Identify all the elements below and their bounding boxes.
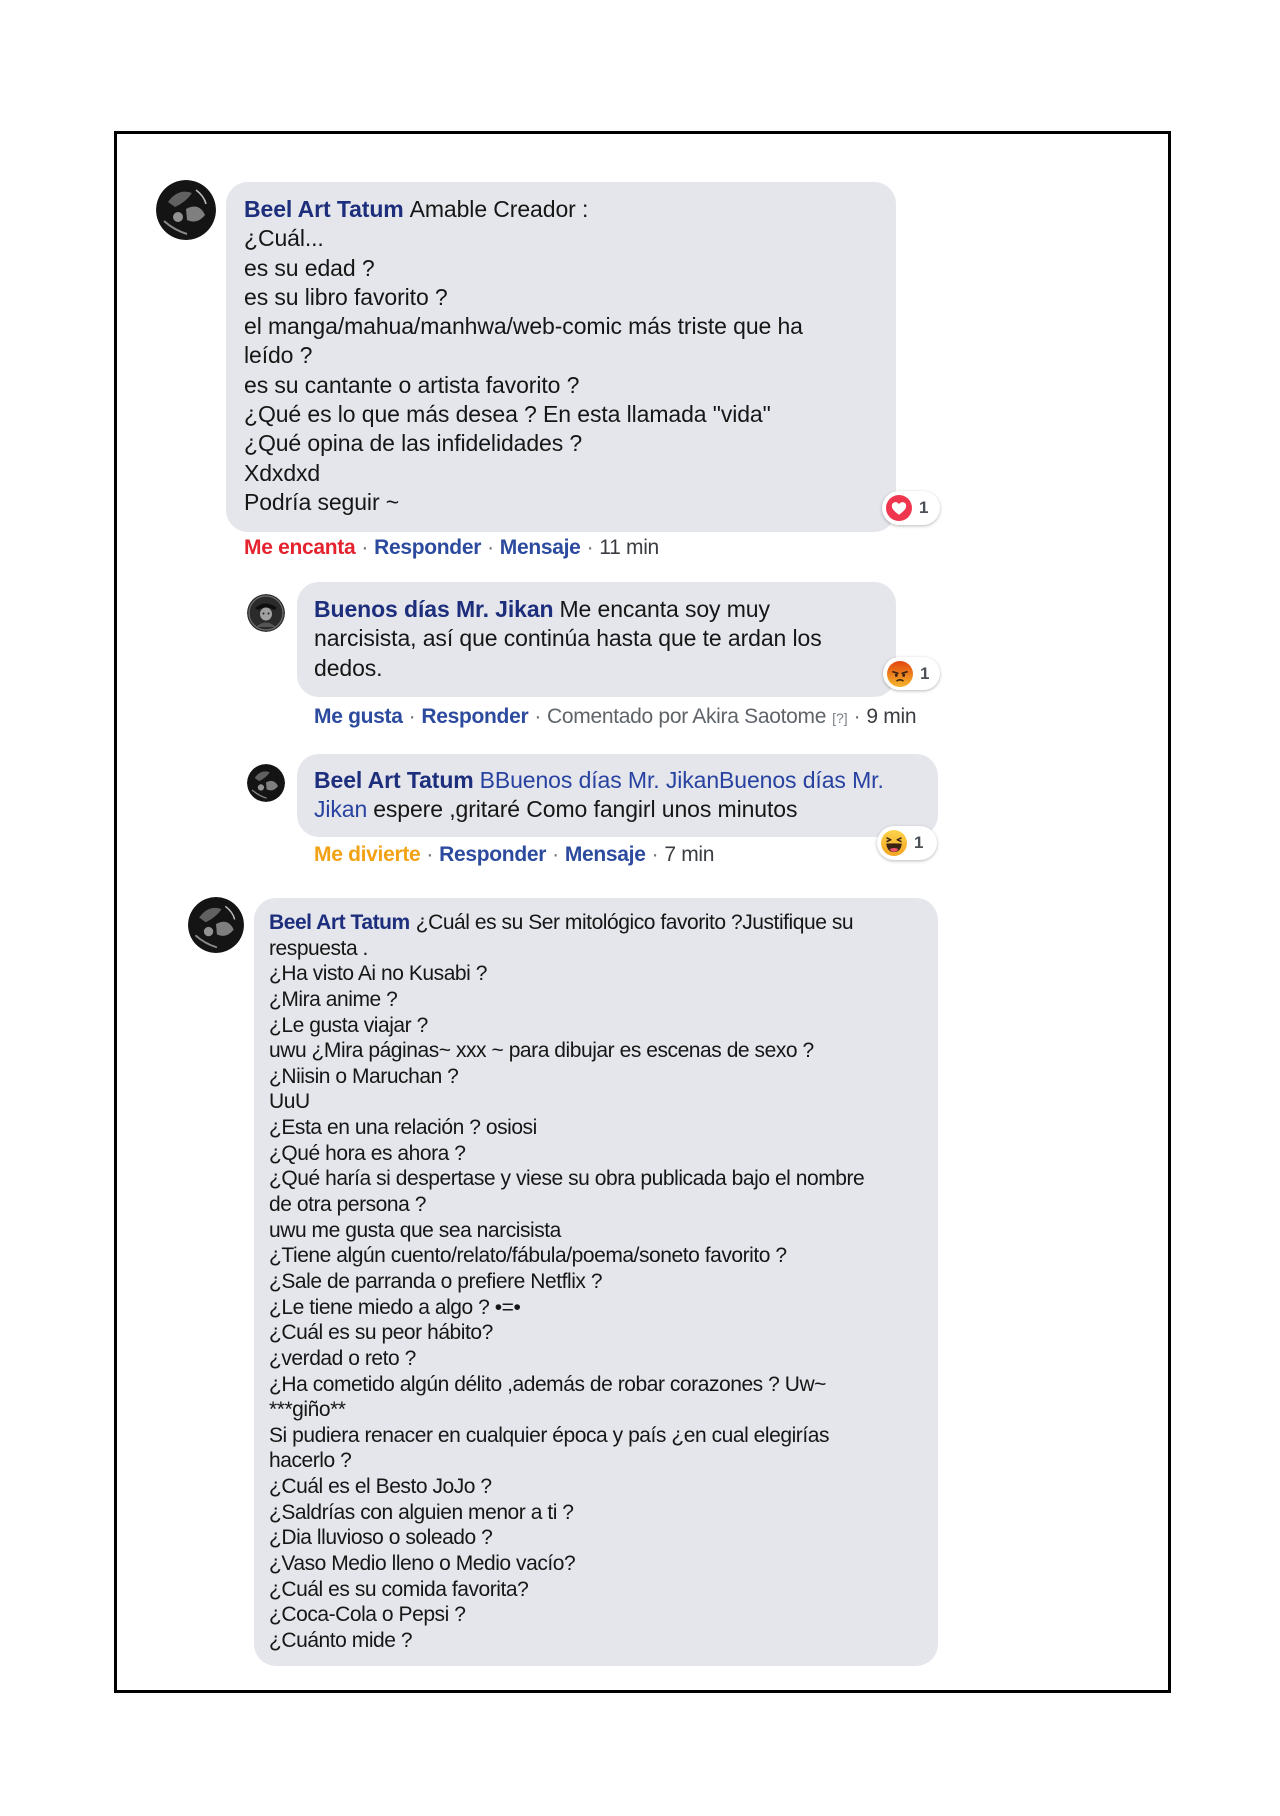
separator: ·	[487, 536, 494, 559]
mention-link[interactable]: BBuenos días Mr. JikanBuenos días Mr.	[479, 767, 884, 793]
reply-actions	[314, 841, 714, 869]
comment-text: ¿Cuál es su Ser mitológico favorito ?Justifique su	[415, 911, 854, 934]
haha-reaction-icon	[881, 830, 907, 856]
avatar-image	[156, 180, 216, 240]
comment-text-line: ¿Le tiene miedo a algo ? •=•	[269, 1295, 521, 1319]
comment-text-line: ¿Cuánto mide ?	[269, 1628, 413, 1652]
comment-author[interactable]: Buenos días Mr. Jikan	[314, 596, 554, 622]
comment-text-line: dedos.	[314, 654, 383, 681]
comment-bubble	[254, 898, 938, 1666]
avatar[interactable]	[188, 897, 244, 953]
comment-text-line	[314, 795, 921, 824]
avatar-image	[247, 594, 285, 632]
separator: ·	[651, 843, 659, 866]
comment-text-line: Podría seguir ~	[244, 488, 400, 515]
avatar-image	[188, 897, 244, 953]
avatar[interactable]	[156, 180, 216, 240]
haha-reaction-button[interactable]: Me divierte	[314, 843, 421, 866]
comment-text-line: ¿Qué hora es ahora ?	[269, 1141, 466, 1165]
comment-text-line: es su cantante o artista favorito ?	[244, 371, 580, 398]
comment-text-line: ¿Mira anime ?	[269, 987, 398, 1011]
reaction-count: 1	[920, 663, 930, 683]
reaction-badge[interactable]	[882, 491, 940, 525]
reply-button[interactable]: Responder	[439, 843, 547, 866]
comment-text-line: ***giño**	[269, 1398, 346, 1422]
comment-text-line: respuesta .	[269, 936, 368, 960]
comment-text-line: UuU	[269, 1090, 310, 1114]
reaction-count: 1	[914, 833, 924, 852]
comment-text-line: es su edad ?	[244, 254, 375, 281]
love-reaction-icon	[886, 495, 912, 521]
like-button[interactable]: Me gusta	[314, 705, 403, 728]
comment-text-line: ¿Saldrías con alguien menor a ti ?	[269, 1500, 574, 1524]
comment-text-line: ¿Cuál...	[244, 225, 324, 252]
comment-text-line: Xdxdxd	[244, 459, 321, 486]
reply-button[interactable]: Responder	[421, 705, 529, 728]
comment-text-line: ¿Cuál es su peor hábito?	[269, 1321, 493, 1345]
separator: ·	[534, 705, 542, 728]
separator: ·	[552, 843, 559, 866]
comment-text-line: hacerlo ?	[269, 1449, 352, 1473]
comment-text-line: ¿Qué haría si despertase y viese su obra publicada bajo el nombre	[269, 1167, 865, 1191]
reaction-badge[interactable]	[883, 657, 940, 690]
reply-actions	[314, 703, 916, 731]
reaction-count: 1	[919, 498, 929, 517]
comment-text-line: leído ?	[244, 342, 313, 369]
separator: ·	[361, 536, 369, 559]
timestamp[interactable]: 11 min	[599, 536, 659, 559]
comment-text-line: ¿Dia lluvioso o soleado ?	[269, 1526, 493, 1550]
comment-text-line: ¿Coca-Cola o Pepsi ?	[269, 1603, 466, 1627]
comment-text-line	[314, 595, 879, 624]
comment-text-line: uwu ¿Mira páginas~ xxx ~ para dibujar es escenas de sexo ?	[269, 1039, 814, 1063]
comment-text-line: ¿Esta en una relación ? osiosi	[269, 1116, 537, 1140]
comment-text-line: es su libro favorito ?	[244, 283, 448, 310]
comment-text-line	[244, 195, 878, 224]
comment-text: espere ,gritaré Como fangirl unos minutos	[373, 796, 798, 823]
mention-link[interactable]: Jikan	[314, 796, 368, 823]
message-button[interactable]: Mensaje	[564, 843, 646, 866]
comment-text-line: uwu me gusta que sea narcisista	[269, 1218, 561, 1242]
love-reaction-button[interactable]: Me encanta	[244, 536, 356, 559]
avatar-image	[247, 764, 285, 802]
comment-text-line: ¿Niisin o Maruchan ?	[269, 1064, 459, 1088]
comment-text-line: de otra persona ?	[269, 1193, 426, 1217]
comment-actions	[244, 534, 659, 562]
comment-text-line	[269, 910, 923, 936]
avatar[interactable]	[247, 764, 285, 802]
comment-text-line: narcisista, así que continúa hasta que te ardan los	[314, 625, 822, 652]
comment-text-line: ¿Sale de parranda o prefiere Netflix ?	[269, 1269, 603, 1293]
comment-text-line: ¿Le gusta viajar ?	[269, 1013, 428, 1037]
reply-button[interactable]: Responder	[374, 536, 482, 559]
reply-bubble	[297, 754, 938, 837]
comment-text-line: ¿verdad o reto ?	[269, 1346, 416, 1370]
comment-text-line: ¿Qué opina de las infidelidades ?	[244, 430, 583, 457]
separator: ·	[426, 843, 434, 866]
commented-by-text: Comentado por Akira Saotome	[547, 705, 827, 728]
reaction-badge[interactable]	[877, 826, 937, 860]
separator: ·	[853, 705, 861, 728]
separator: ·	[586, 536, 594, 559]
comment-text: Me encanta soy muy	[559, 596, 770, 622]
info-link[interactable]: [?]	[832, 710, 848, 726]
reply-bubble	[297, 582, 896, 697]
comment-text-line: ¿Ha visto Ai no Kusabi ?	[269, 962, 487, 986]
comment-text-line: ¿Cuál es su comida favorita?	[269, 1577, 529, 1601]
comment-text-line: ¿Vaso Medio lleno o Medio vacío?	[269, 1552, 576, 1576]
comment-text-line: ¿Qué es lo que más desea ? En esta llamada "vida"	[244, 401, 771, 428]
comment-author[interactable]: Beel Art Tatum	[269, 911, 410, 934]
angry-reaction-icon	[887, 661, 913, 687]
comment-text-line	[314, 766, 921, 795]
timestamp[interactable]: 9 min	[866, 705, 917, 728]
message-button[interactable]: Mensaje	[499, 536, 581, 559]
comment-text: Amable Creador :	[409, 196, 589, 222]
comment-author[interactable]: Beel Art Tatum	[244, 196, 404, 222]
comment-text-line: el manga/mahua/manhwa/web-comic más triste que ha	[244, 313, 803, 340]
comment-bubble	[226, 182, 896, 532]
comment-text-line: ¿Cuál es el Besto JoJo ?	[269, 1475, 492, 1499]
comment-text-line: Si pudiera renacer en cualquier época y país ¿en cual elegirías	[269, 1423, 829, 1447]
separator: ·	[408, 705, 416, 728]
avatar[interactable]	[247, 594, 285, 632]
comment-author[interactable]: Beel Art Tatum	[314, 767, 474, 793]
timestamp[interactable]: 7 min	[664, 843, 715, 866]
comment-text-line: ¿Ha cometido algún délito ,además de robar corazones ? Uw~	[269, 1372, 826, 1396]
comment-text-line: ¿Tiene algún cuento/relato/fábula/poema/soneto favorito ?	[269, 1244, 787, 1268]
